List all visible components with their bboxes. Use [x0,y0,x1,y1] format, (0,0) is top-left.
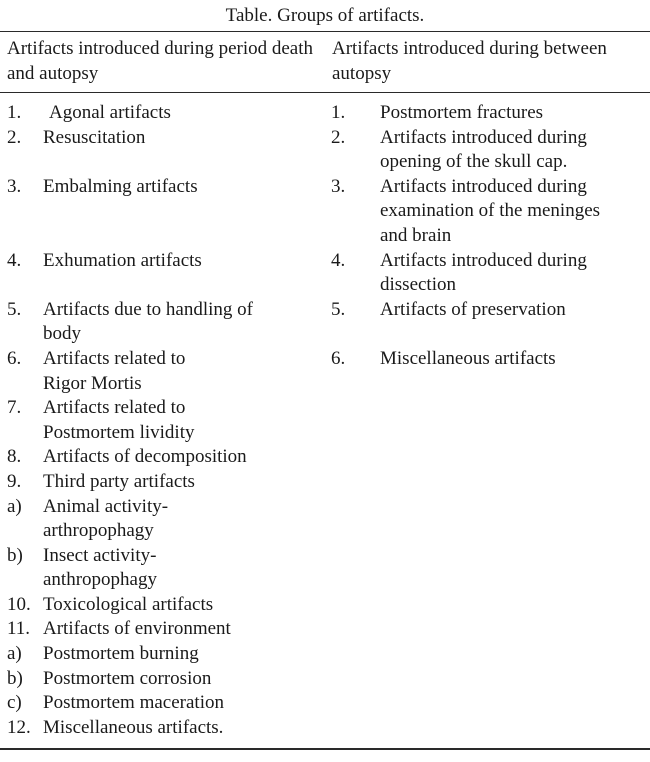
list-item [7,642,322,667]
item-number: 3. [331,175,346,197]
table-caption: Table. Groups of artifacts. [225,5,425,26]
header-left: Artifacts introduced during period death and autopsy [7,38,314,84]
list-item [7,175,322,200]
list-item [7,347,322,396]
item-number: 6. [331,347,346,369]
top-rule [0,31,650,32]
item-number: 8. [7,446,22,468]
item-text: Artifacts introduced during examination of the meninges and brain [380,175,601,246]
list-item [7,126,322,151]
list-item [331,175,648,249]
list-item [7,617,322,642]
item-text: Miscellaneous artifacts. [43,716,224,738]
item-text: Artifacts due to handling of body [43,298,254,345]
item-number: 11. [7,618,31,640]
item-number: c) [7,692,22,714]
list-item [7,691,322,716]
list-item [331,298,648,323]
item-number: 5. [7,298,22,320]
list-item [7,249,322,274]
item-text: Artifacts introduced during opening of the skull cap. [380,126,587,173]
item-number: 4. [7,249,22,271]
spacer [7,199,322,248]
list-item [7,396,322,445]
item-text: Artifacts of preservation [380,298,566,320]
item-number: 5. [331,298,346,320]
spacer [7,150,322,175]
list-item [7,298,322,347]
item-number: 1. [331,102,346,123]
list-item [7,495,322,544]
item-text: Artifacts of environment [43,618,231,640]
spacer [331,322,648,347]
item-number: 6. [7,347,22,369]
item-number: b) [7,667,23,689]
item-text: Artifacts introduced during dissection [380,249,587,296]
item-text: Insect activity- anthropophagy [43,544,157,591]
item-text: Toxicological artifacts [43,593,214,615]
bottom-rule [0,748,650,750]
list-item [331,101,648,126]
item-number: 3. [7,175,22,197]
item-number: b) [7,544,23,566]
item-text: Postmortem maceration [43,692,224,714]
item-number: 9. [7,470,22,492]
item-text: Resuscitation [43,126,146,148]
item-number: 2. [7,126,22,148]
item-text: Embalming artifacts [43,175,198,197]
list-item [331,249,648,298]
left-column [7,101,322,740]
header-rule [0,92,650,93]
item-number: 4. [331,249,346,271]
item-text: Artifacts related to Postmortem lividity [43,397,195,443]
item-number: 10. [7,593,31,615]
list-item [331,126,648,175]
item-number: 1. [7,102,22,123]
item-text: Animal activity- arthropophagy [43,495,169,542]
list-item [7,716,322,741]
list-item [7,667,322,692]
item-number: 2. [331,126,346,148]
item-number: 12. [7,716,31,738]
item-number: a) [7,643,22,665]
item-text: Third party artifacts [43,470,195,492]
list-item [7,101,322,126]
item-text: Postmortem fractures [380,102,544,123]
item-text: Miscellaneous artifacts [380,347,556,369]
item-text: Artifacts related to Rigor Mortis [43,347,186,394]
list-item [331,347,648,372]
list-item [7,544,322,593]
item-number: 7. [7,397,22,419]
item-text: Exhumation artifacts [43,249,202,271]
item-text: Postmortem corrosion [43,667,212,689]
list-item [7,445,322,470]
item-number: a) [7,495,22,517]
item-text: Postmortem burning [43,643,199,665]
right-column [331,101,648,372]
item-text: Artifacts of decomposition [43,446,247,468]
list-item [7,593,322,618]
item-text: Agonal artifacts [49,102,171,123]
spacer [7,273,322,298]
list-item [7,470,322,495]
header-right: Artifacts introduced during between autopsy [332,38,607,84]
